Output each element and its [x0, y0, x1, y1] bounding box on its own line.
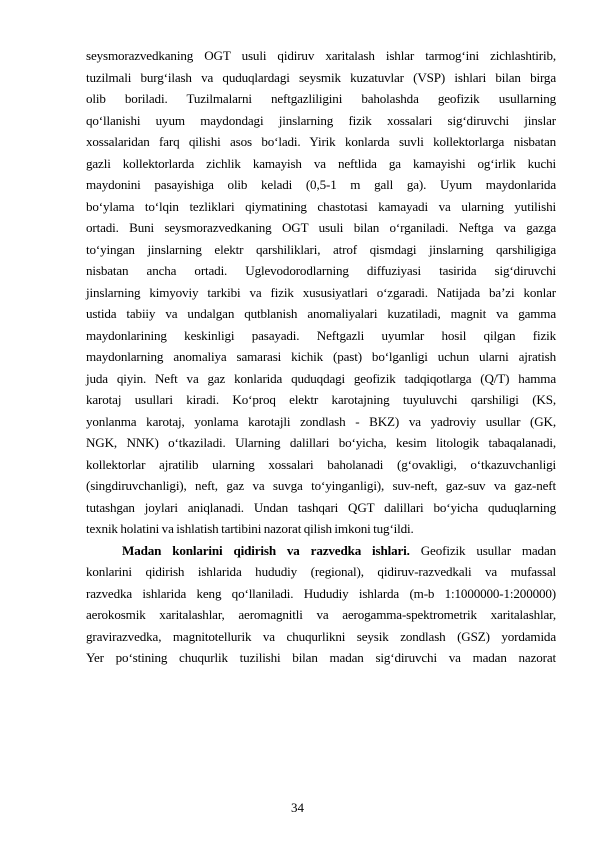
text-line	[86, 540, 556, 562]
section-heading: Madan konlarini qidirish va razvedka ishlari.	[122, 542, 410, 558]
text-line: xossalaridan farq qilishi asos bo‘ladi. Yirik konlarda suvli kollektorlarga nisbatan	[86, 134, 556, 149]
text-line: jinslarning kimyoviy tarkibi va fizik xususiyatlari o‘zgaradi. Natijada ba’zi konlar	[86, 284, 556, 300]
text-line: gazli kollektorlarda zichlik kamayish va neftlida ga kamayishi og‘irlik kuchi	[86, 155, 556, 171]
text-line: gravirazvedka, magnitotellurik va chuqurlikni seysik zondlash (GSZ) yordamida	[86, 628, 556, 644]
paragraph-geophysics-oil-gas	[86, 45, 556, 540]
text-line: yonlanma karotaj, yonlama karotajli zondlash - BKZ) va yadroviy usullar (GK,	[86, 413, 556, 429]
text-line: nisbatan ancha ortadi. Uglevodorodlarning diffuziyasi tasirida sig‘diruvchi	[86, 263, 556, 278]
text-line: aerokosmik xaritalashlar, aeromagnitli va aerogamma-spektrometrik xaritalashlar,	[86, 607, 556, 622]
text-line: Yer po‘stining chuqurlik tuzilishi bilan madan sig‘diruvchi va madan nazorat	[86, 650, 556, 665]
text-line: bo‘ylama to‘lqin tezliklari qiymatining chastotasi kamayadi va ularning yutilishi	[86, 198, 556, 214]
text-line: konlarini qidirish ishlarida hududiy (regional), qidiruv-razvedkali va mufassal	[86, 564, 556, 579]
text-line: razvedka ishlarida keng qo‘llaniladi. Hududiy ishlarda (m-b 1:1000000-1:200000)	[86, 585, 556, 601]
text-line: maydonlarning anomaliya samarasi kichik (past) bo‘lganligi uchun ularni ajratish	[86, 349, 556, 364]
text-line: texnik holatini va ishlatish tartibini nazorat qilish imkoni tug‘ildi.	[86, 521, 414, 536]
text-line: (singdiruvchanligi), neft, gaz va suvga to‘yinganligi), suv-neft, gaz-suv va gaz-neft	[86, 478, 556, 493]
text-fragment: Geofizik usullar madan	[409, 542, 557, 558]
paragraph-ore-deposits	[86, 540, 556, 669]
text-line: olib boriladi. Tuzilmalarni neftgazliligini baholashda geofizik usullarning	[86, 91, 556, 106]
text-line: tutashgan joylari aniqlanadi. Undan tashqari QGT dalillari bo‘yicha quduqlarning	[86, 499, 556, 515]
text-line: NGK, NNK) o‘tkaziladi. Ularning dalillari bo‘yicha, kesim litologik tabaqalanadi,	[86, 435, 556, 450]
text-line: tuzilmali burg‘ilash va quduqlardagi seysmik kuzatuvlar (VSP) ishlari bilan birga	[86, 69, 556, 85]
text-line: karotaj usullari kiradi. Ko‘proq elektr karotajning tuyuluvchi qarshiligi (KS,	[86, 392, 556, 407]
text-line: maydonini pasayishiga olib keladi (0,5-1 m gall ga). Uyum maydonlarida	[86, 177, 556, 192]
text-line: qo‘llanishi uyum maydondagi jinslarning fizik xossalari sig‘diruvchi jinslar	[86, 112, 556, 128]
text-line: to‘yingan jinslarning elektr qarshiliklari, atrof qismdagi jinslarning qarshiligiga	[86, 241, 556, 257]
page-number: 34	[291, 800, 304, 815]
text-line: seysmorazvedkaning OGT usuli qidiruv xaritalash ishlar tarmog‘ini zichlashtirib,	[86, 48, 556, 63]
text-line: kollektorlar ajratilib ularning xossalari baholanadi (g‘ovakligi, o‘tkazuvchanligi	[86, 456, 556, 472]
text-line: maydonlarining keskinligi pasayadi. Neftgazli uyumlar hosil qilgan fizik	[86, 327, 556, 343]
text-line: juda qiyin. Neft va gaz konlarida quduqdagi geofizik tadqiqotlarga (Q/T) hamma	[86, 370, 556, 386]
body-text	[86, 45, 556, 669]
text-line: ustida tabiiy va undalgan qutblanish anomaliyalari kuzatiladi, magnit va gamma	[86, 306, 556, 321]
text-line: ortadi. Buni seysmorazvedkaning OGT usuli bilan o‘rganiladi. Neftga va gazga	[86, 220, 556, 235]
